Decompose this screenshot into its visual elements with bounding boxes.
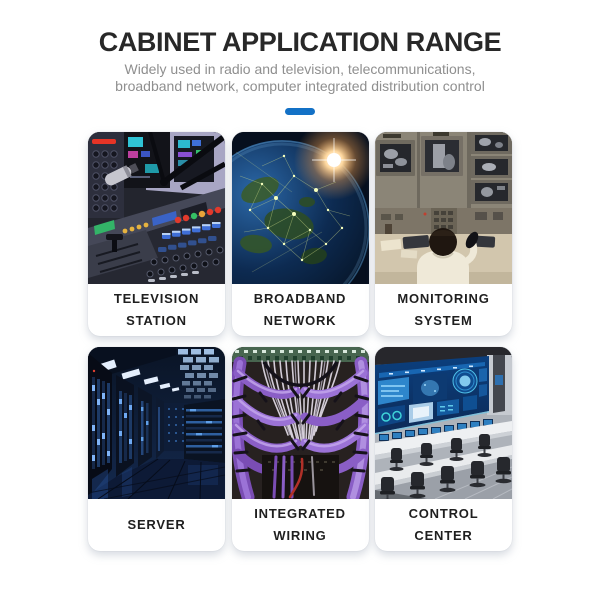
card-label — [375, 284, 512, 336]
card-label — [88, 499, 225, 551]
card-label-line: SYSTEM — [414, 313, 473, 329]
subtitle-line-2: broadband network, computer integrated distribution control — [115, 78, 485, 95]
card-label — [232, 499, 369, 551]
card-label — [88, 284, 225, 336]
television-station-photo — [88, 132, 225, 284]
integrated-wiring-illustration — [232, 347, 369, 499]
subtitle-line-1: Widely used in radio and television, telecommunications, — [124, 61, 476, 78]
card-label-line: CENTER — [414, 528, 473, 544]
card-label-line: TELEVISION — [113, 291, 200, 307]
monitoring-system-photo — [375, 132, 512, 284]
subtitle — [0, 61, 600, 95]
control-center-photo — [375, 347, 512, 499]
card-label-line: CONTROL — [408, 506, 479, 522]
monitoring-system-illustration — [375, 132, 512, 284]
card-label-line: BROADBAND — [253, 291, 347, 307]
card-television-station — [88, 132, 225, 336]
card-label — [375, 499, 512, 551]
card-label-line: MONITORING — [397, 291, 490, 307]
card-label-line: STATION — [126, 313, 187, 329]
card-label-line: WIRING — [273, 528, 327, 544]
card-control-center — [375, 347, 512, 551]
application-grid — [88, 132, 512, 551]
card-label — [232, 284, 369, 336]
broadband-network-illustration — [232, 132, 369, 284]
card-server — [88, 347, 225, 551]
card-integrated-wiring — [232, 347, 369, 551]
control-center-illustration — [375, 347, 512, 499]
broadband-network-photo — [232, 132, 369, 284]
card-monitoring-system — [375, 132, 512, 336]
television-station-illustration — [88, 132, 225, 284]
page-title: CABINET APPLICATION RANGE — [98, 27, 502, 57]
card-label-line: INTEGRATED — [254, 506, 346, 522]
card-label-line: NETWORK — [263, 313, 337, 329]
card-label-line: SERVER — [127, 517, 186, 533]
server-illustration — [88, 347, 225, 499]
integrated-wiring-photo — [232, 347, 369, 499]
server-photo — [88, 347, 225, 499]
card-broadband-network — [232, 132, 369, 336]
accent-divider-pill — [285, 108, 315, 115]
